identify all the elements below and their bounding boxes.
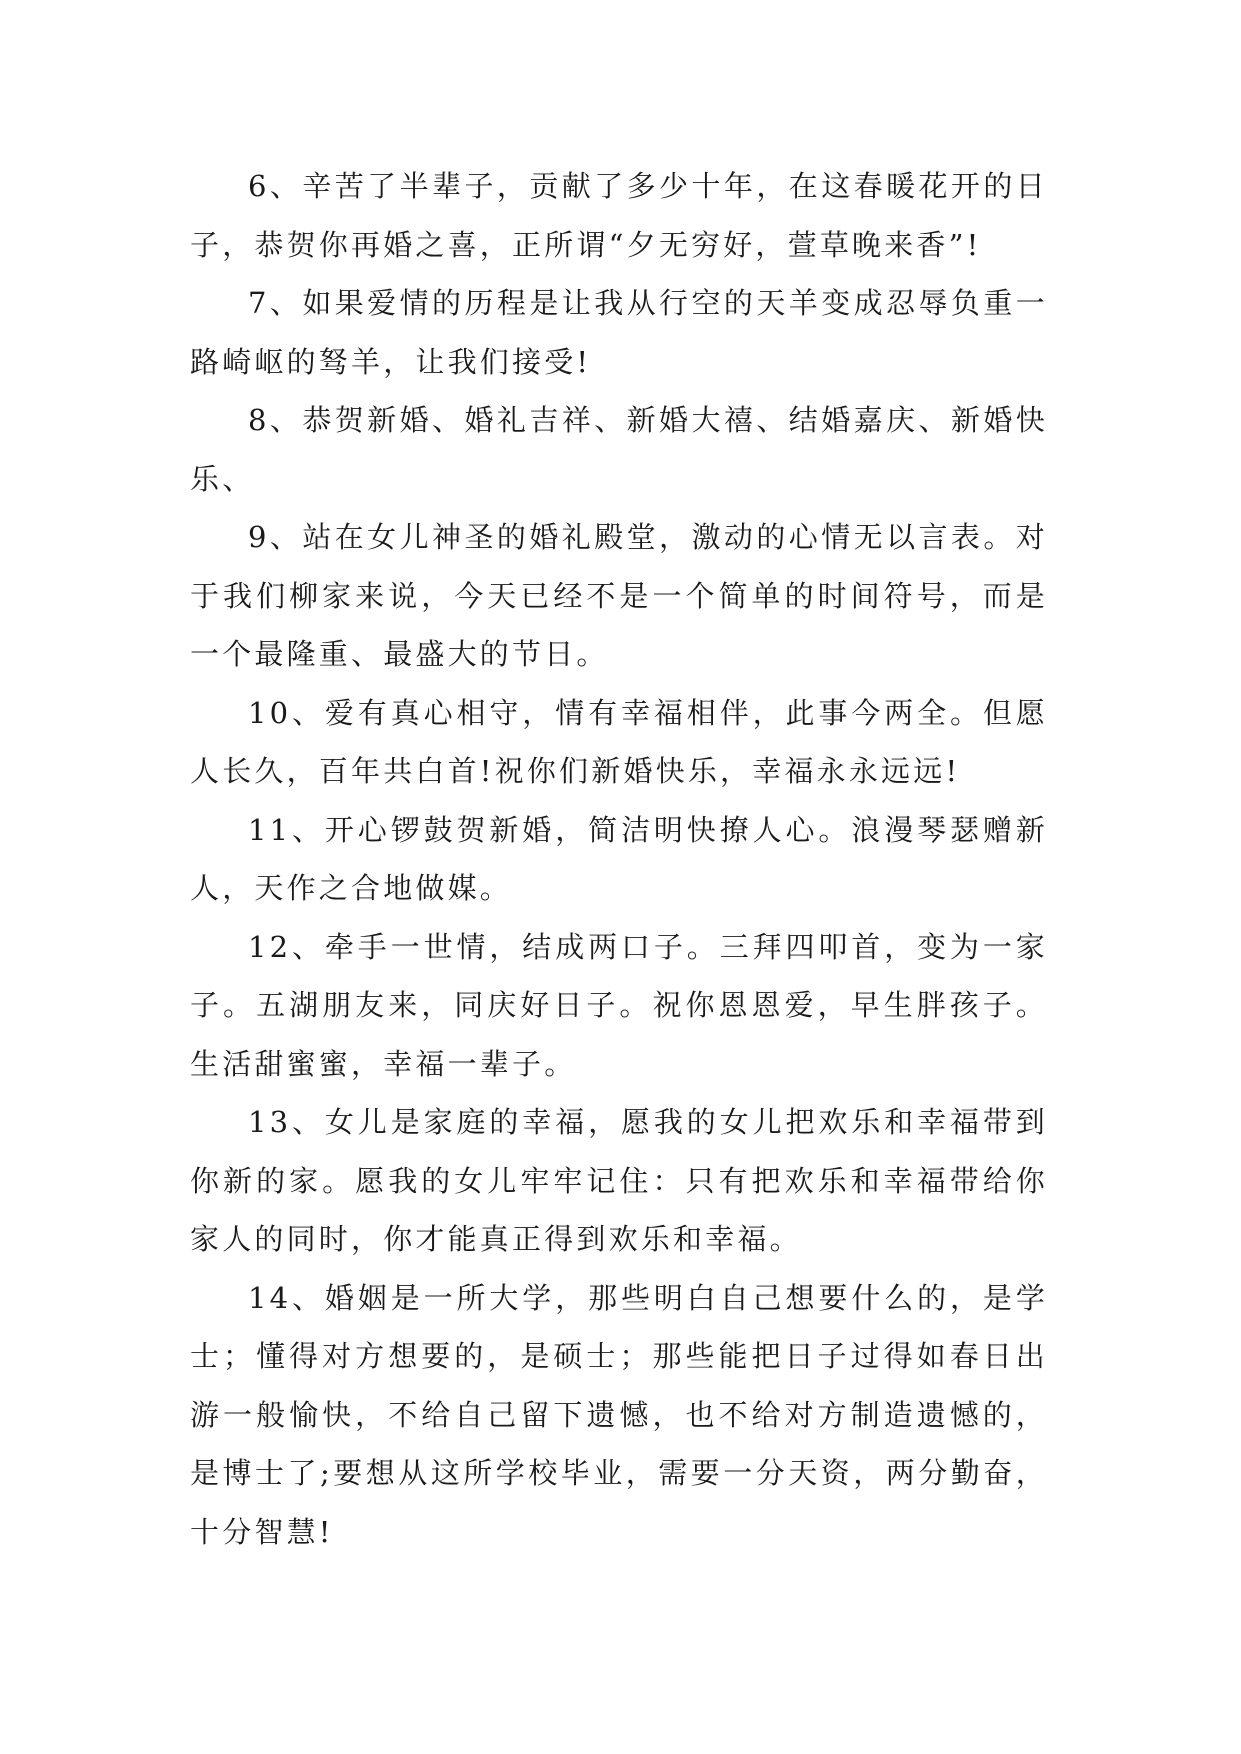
paragraph-6: 6、辛苦了半辈子，贡献了多少十年，在这春暖花开的日子，恭贺你再婚之喜，正所谓“夕无穷好，萱草晚来香”!	[190, 169, 1048, 262]
document-page	[190, 157, 1048, 1561]
paragraph-13: 13、女儿是家庭的幸福，愿我的女儿把欢乐和幸福带到你新的家。愿我的女儿牢牢记住：只有把欢乐和幸福带给你家人的同时，你才能真正得到欢乐和幸福。	[190, 1105, 1048, 1256]
paragraph-11: 11、开心锣鼓贺新婚，简洁明快撩人心。浪漫琴瑟赠新人，天作之合地做媒。	[190, 812, 1048, 905]
paragraph-7: 7、如果爱情的历程是让我从行空的天羊变成忍辱负重一路崎岖的驽羊，让我们接受!	[190, 286, 1048, 379]
paragraph-12: 12、牵手一世情，结成两口子。三拜四叩首，变为一家子。五湖朋友来，同庆好日子。祝你恩恩爱，早生胖孩子。生活甜蜜蜜，幸福一辈子。	[190, 929, 1048, 1081]
paragraph-10: 10、爱有真心相守，情有幸福相伴，此事今两全。但愿人长久，百年共白首!祝你们新婚快乐，幸福永永远远!	[190, 695, 1048, 788]
paragraph-14: 14、婚姻是一所大学，那些明白自己想要什么的，是学士；懂得对方想要的，是硕士；那些能把日子过得如春日出游一般愉快，不给自己留下遗憾，也不给对方制造遗憾的，是博士了;要想从这所学校毕业，需要一分天资，两分勤奋，十分智慧!	[190, 1280, 1048, 1549]
paragraph-8: 8、恭贺新婚、婚礼吉祥、新婚大禧、结婚嘉庆、新婚快乐、	[190, 403, 1048, 496]
paragraph-9: 9、站在女儿神圣的婚礼殿堂，激动的心情无以言表。对于我们柳家来说，今天已经不是一个简单的时间符号，而是一个最隆重、最盛大的节日。	[190, 520, 1048, 671]
